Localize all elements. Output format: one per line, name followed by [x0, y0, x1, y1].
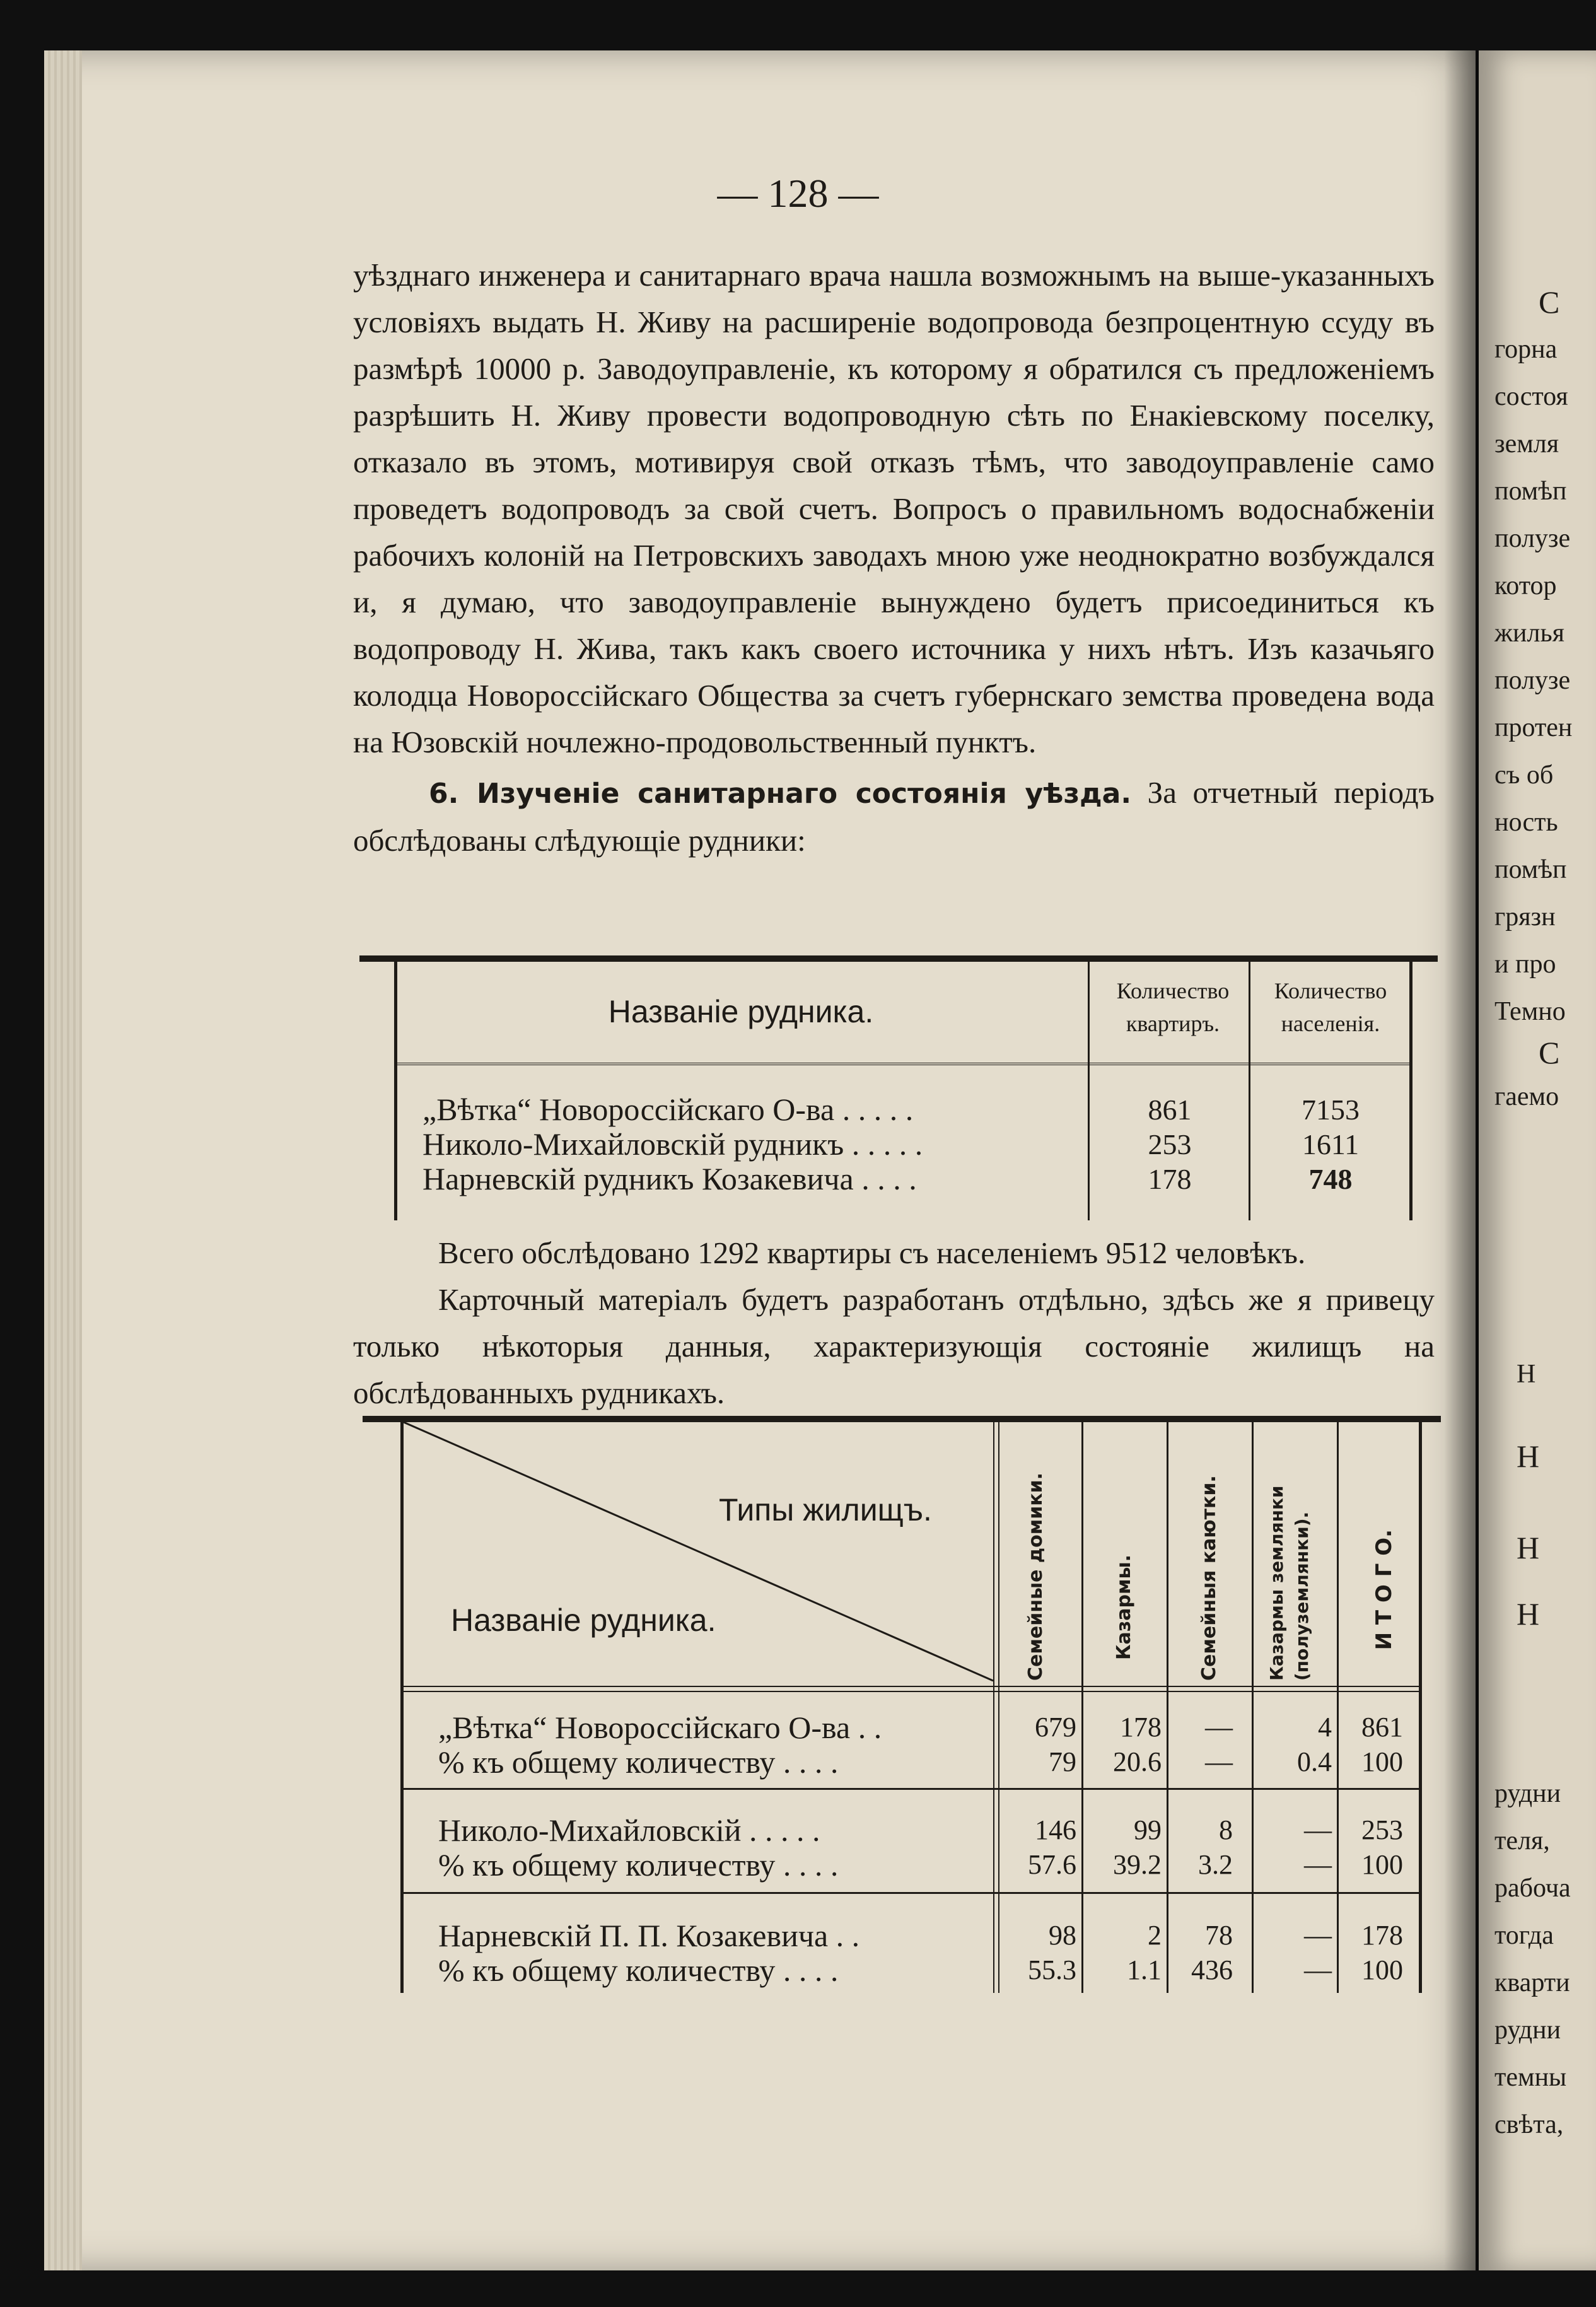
table-cell: 20.6 — [1113, 1746, 1162, 1777]
table-cell: 178 — [1120, 1712, 1162, 1743]
table-cell: — — [1205, 1746, 1233, 1777]
page-number: — 128 — — [717, 171, 879, 216]
header-rule — [404, 1686, 1419, 1692]
table-row-label: Николо-Михайловскій . . . . . — [438, 1813, 820, 1848]
table-row-label: % къ общему количеству . . . . — [438, 1847, 839, 1883]
corner-header-top: Типы жилищъ. — [719, 1492, 932, 1527]
table-cell: 99 — [1134, 1814, 1162, 1845]
table-cell: 2 — [1148, 1920, 1162, 1951]
column-divider — [1088, 962, 1090, 1220]
paragraph: Карточный матеріалъ будетъ разработанъ отдѣльно, здѣсь же я привецу только нѣкоторыя данныя, характеризующія состояніе жилищъ на обслѣдованныхъ рудникахъ. — [353, 1282, 1435, 1410]
table-cell: 436 — [1191, 1954, 1233, 1985]
col-header-dugouts: Казармы землянки (полуземлянки). — [1266, 1485, 1312, 1681]
facing-fragment: земля — [1494, 429, 1559, 458]
table-cell: — — [1304, 1814, 1332, 1845]
facing-fragment: рабоча — [1494, 1874, 1571, 1903]
table-cell: 861 — [1361, 1712, 1403, 1743]
table-cell: 748 — [1308, 1163, 1353, 1195]
table-top-rule — [359, 955, 1438, 962]
table-top-rule — [363, 1416, 1441, 1422]
facing-fragment: кварти — [1494, 1968, 1570, 1997]
table-row-name: „Вѣтка“ Новороссійскаго О-ва . . . . . — [422, 1092, 914, 1127]
table-row-name: Нарневскій рудникъ Козакевича . . . . — [422, 1161, 917, 1196]
facing-fragment: ность — [1494, 808, 1558, 837]
column-divider — [1252, 1422, 1254, 1993]
facing-fragment: С — [1539, 284, 1560, 320]
paragraph: Всего обслѣдовано 1292 квартиры съ населеніемъ 9512 человѣкъ. — [438, 1235, 1306, 1270]
table-cell: 98 — [1049, 1920, 1076, 1951]
table-cell: 146 — [1035, 1814, 1076, 1845]
table-header — [397, 962, 1409, 1065]
table-cell: 0.4 — [1297, 1746, 1332, 1777]
facing-fragment: полузе — [1494, 666, 1571, 695]
table-cell: 7153 — [1302, 1094, 1360, 1126]
facing-fragment: тогда — [1494, 1921, 1554, 1950]
paragraph: уѣзднаго инженера и санитарнаго врача нашла возможнымъ на выше-указанныхъ условіяхъ выдать Н. Живу на расширеніе водопровода безпроцентную ссуду въ размѣрѣ 10000 р. Заводоуправленіе, къ которому я обратился съ предложеніемъ разрѣшить Н. Живу провести водопроводную сѣть по Енакіевскому поселку, отказало въ этомъ, мотивируя свой отказъ тѣмъ, что заводоуправленіе само проведетъ водопроводъ за свой счетъ. Вопросъ о правильномъ водоснабженіи рабочихъ колоній на Петровскихъ заводахъ мною уже неоднократно возбуждался и, я думаю, что заводоуправленіе вынуждено будетъ присоединиться къ водопроводу Н. Жива, такъ какъ своего источника у нихъ нѣтъ. Изъ казачьяго колодца Новороссійскаго Общества за счетъ губернскаго земства проведена вода на Юзовскій ночлежно-продовольственный пунктъ. — [353, 258, 1435, 759]
header-diagonal-line — [404, 1422, 1003, 1687]
table-cell: 79 — [1049, 1746, 1076, 1777]
facing-fragment: Темно — [1494, 997, 1566, 1026]
table-cell: 100 — [1361, 1849, 1403, 1880]
facing-fragment: протен — [1494, 713, 1573, 742]
section-paragraph — [353, 769, 1435, 864]
col-header-total: И Т О Г О. — [1372, 1529, 1397, 1650]
table-cell: — — [1304, 1849, 1332, 1880]
facing-fragment: темны — [1494, 2063, 1567, 2092]
facing-fragment: Н — [1517, 1360, 1536, 1389]
facing-fragment: и про — [1494, 950, 1556, 979]
facing-fragment: грязн — [1494, 902, 1556, 932]
table-cell: 253 — [1361, 1814, 1403, 1845]
facing-fragment: помѣп — [1494, 477, 1567, 506]
table-cell: 55.3 — [1028, 1954, 1076, 1985]
table-cell: 57.6 — [1028, 1849, 1076, 1880]
table-cell: 100 — [1361, 1746, 1403, 1777]
group-rule — [404, 1788, 1419, 1790]
facing-fragment: горна — [1494, 335, 1558, 364]
facing-fragment: помѣп — [1494, 855, 1567, 884]
column-divider — [1249, 962, 1250, 1220]
table-cell: 4 — [1318, 1712, 1332, 1743]
table-cell: 253 — [1148, 1128, 1192, 1160]
table-cell: 178 — [1361, 1920, 1403, 1951]
table-row-label: „Вѣтка“ Новороссійскаго О-ва . . — [438, 1710, 882, 1745]
mines-table — [359, 955, 1438, 1220]
table-cell: 1.1 — [1127, 1954, 1162, 1985]
table-cell: 178 — [1148, 1163, 1192, 1195]
section-text: За отчетный періодъ обслѣдованы слѣдующіе рудники: — [353, 775, 1435, 858]
table-cell: 3.2 — [1198, 1849, 1233, 1880]
table-cell: — — [1205, 1712, 1233, 1743]
facing-fragment: Н — [1517, 1596, 1540, 1632]
table-cell: — — [1304, 1920, 1332, 1951]
col-header-population: Количество населенія. — [1274, 978, 1387, 1036]
column-divider — [993, 1422, 999, 1993]
table-cell: 100 — [1361, 1954, 1403, 1985]
main-text — [353, 252, 1435, 864]
dwellings-table — [363, 1416, 1441, 1993]
table-cell: 861 — [1148, 1094, 1192, 1126]
column-divider — [1081, 1422, 1083, 1993]
column-divider — [1167, 1422, 1168, 1993]
table-row-label: % къ общему количеству . . . . — [438, 1953, 839, 1988]
facing-fragment: жилья — [1494, 619, 1564, 648]
facing-fragment: полузе — [1494, 524, 1571, 553]
facing-fragment: теля, — [1494, 1826, 1550, 1855]
section-heading: 6. Изученіе санитарнаго состоянія уѣзда. — [429, 778, 1132, 810]
table-cell: 679 — [1035, 1712, 1076, 1743]
facing-fragment: рудни — [1494, 2016, 1561, 2045]
facing-fragment: свѣта, — [1494, 2110, 1564, 2139]
table-row-name: Николо-Михайловскій рудникъ . . . . . — [422, 1126, 923, 1162]
facing-fragment: съ об — [1494, 761, 1554, 790]
facing-page — [1479, 50, 1596, 2270]
facing-fragment: С — [1539, 1035, 1560, 1070]
table-row-label: % къ общему количеству . . . . — [438, 1744, 839, 1780]
group-rule — [404, 1892, 1419, 1894]
col-header-family-houses: Семейные домики. — [1025, 1472, 1047, 1681]
facing-fragment: состоя — [1494, 382, 1568, 411]
table-cell: 8 — [1219, 1814, 1233, 1845]
column-divider — [1337, 1422, 1339, 1993]
facing-fragment: Н — [1517, 1439, 1540, 1474]
col-header-name: Названіе рудника. — [608, 994, 874, 1029]
mines-table-body — [394, 962, 1413, 1220]
facing-fragment: гаемо — [1494, 1082, 1559, 1111]
facing-fragment: рудни — [1494, 1779, 1561, 1808]
col-header-apartments: Количество квартиръ. — [1116, 978, 1230, 1036]
table-cell: 78 — [1205, 1920, 1233, 1951]
facing-fragment: котор — [1494, 571, 1557, 600]
dwellings-table-body — [400, 1422, 1422, 1993]
summary-text — [353, 1230, 1435, 1416]
col-header-family-cabins: Семейныя каютки. — [1198, 1475, 1220, 1681]
corner-header-bottom: Названіе рудника. — [451, 1603, 716, 1638]
table-cell: 1611 — [1302, 1128, 1360, 1160]
page-edges — [44, 50, 82, 2270]
table-cell: 39.2 — [1113, 1849, 1162, 1880]
facing-fragment: Н — [1517, 1530, 1540, 1565]
table-row-label: Нарневскій П. П. Козакевича . . — [438, 1918, 860, 1953]
table-cell: — — [1304, 1954, 1332, 1985]
col-header-barracks: Казармы. — [1113, 1555, 1135, 1660]
